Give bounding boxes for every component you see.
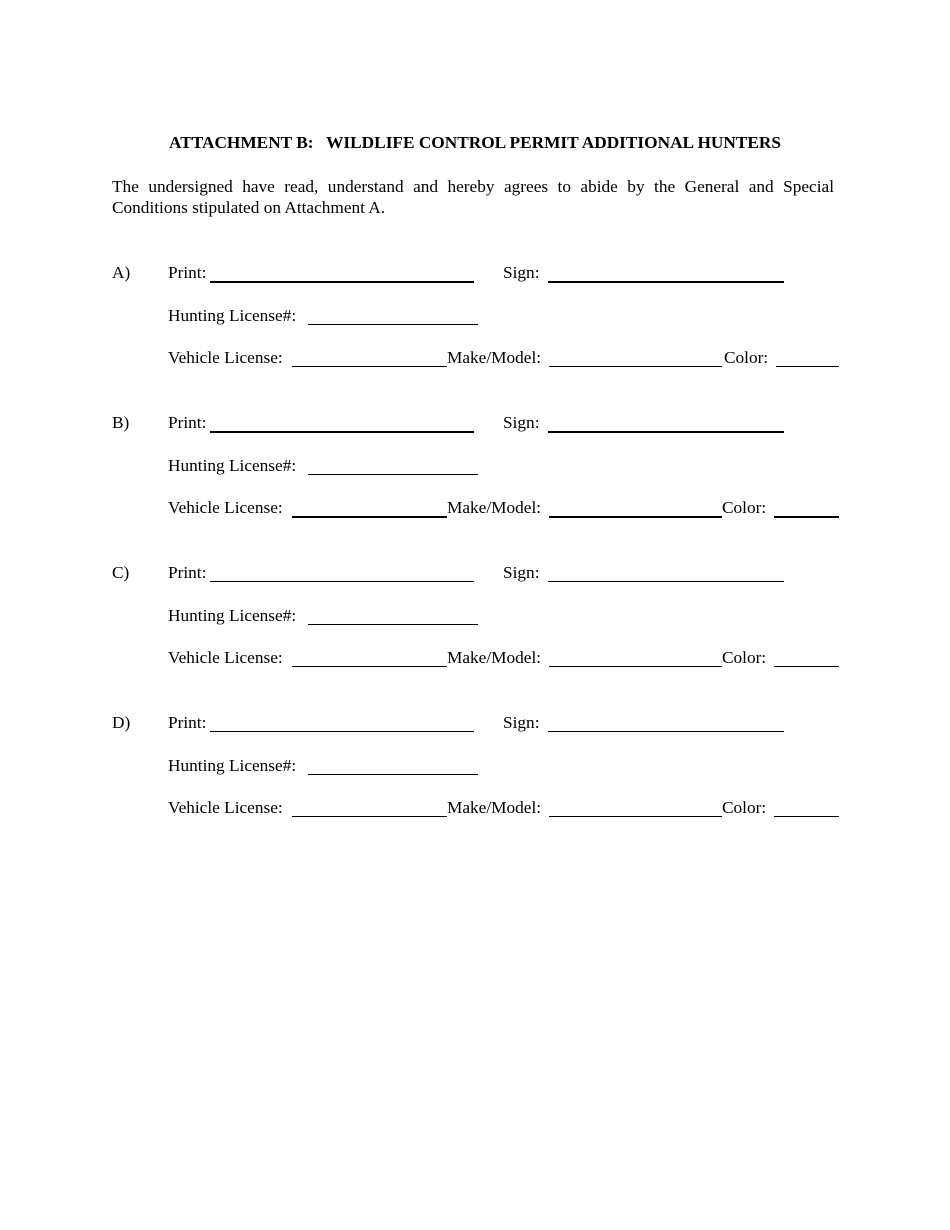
vehicle-license-field[interactable] (292, 666, 447, 667)
vehicle-license-field[interactable] (292, 816, 447, 817)
color-field[interactable] (774, 516, 839, 518)
color-label: Color: (724, 348, 769, 367)
print-field[interactable] (210, 431, 474, 433)
entry-letter: A) (112, 263, 131, 282)
name-row (168, 712, 868, 734)
hunting-license-label: Hunting License#: (168, 606, 297, 625)
vehicle-license-label: Vehicle License: (168, 498, 283, 517)
hunting-license-field[interactable] (308, 324, 478, 325)
make-model-label: Make/Model: (447, 798, 542, 817)
color-field[interactable] (776, 366, 839, 367)
vehicle-row (168, 497, 868, 519)
make-model-field[interactable] (549, 516, 722, 518)
hunting-license-row (168, 755, 868, 777)
make-model-field[interactable] (549, 666, 722, 667)
intro-paragraph: The undersigned have read, understand and hereby agrees to abide by the General and Special Conditions stipulated on Attachment A. (112, 177, 834, 217)
sign-label: Sign: (503, 713, 540, 732)
name-row (168, 412, 868, 434)
print-label: Print: (168, 713, 207, 732)
form-title: ATTACHMENT B: WILDLIFE CONTROL PERMIT ADDITIONAL HUNTERS (169, 133, 781, 152)
vehicle-license-field[interactable] (292, 516, 447, 518)
sign-field[interactable] (548, 431, 784, 433)
hunter-entry-d (0, 712, 950, 822)
hunting-license-label: Hunting License#: (168, 456, 297, 475)
print-field[interactable] (210, 281, 474, 283)
color-label: Color: (722, 798, 767, 817)
print-label: Print: (168, 413, 207, 432)
sign-label: Sign: (503, 263, 540, 282)
color-label: Color: (722, 498, 767, 517)
hunting-license-row (168, 455, 868, 477)
make-model-field[interactable] (549, 366, 722, 367)
print-label: Print: (168, 563, 207, 582)
sign-field[interactable] (548, 281, 784, 283)
name-row (168, 262, 868, 284)
entry-letter: B) (112, 413, 130, 432)
hunter-entry-b (0, 412, 950, 522)
sign-label: Sign: (503, 413, 540, 432)
color-label: Color: (722, 648, 767, 667)
sign-label: Sign: (503, 563, 540, 582)
make-model-label: Make/Model: (447, 648, 542, 667)
vehicle-row (168, 347, 868, 369)
sign-field[interactable] (548, 581, 784, 582)
vehicle-license-field[interactable] (292, 366, 447, 367)
vehicle-license-label: Vehicle License: (168, 798, 283, 817)
make-model-label: Make/Model: (447, 348, 542, 367)
print-field[interactable] (210, 581, 474, 582)
hunting-license-label: Hunting License#: (168, 306, 297, 325)
hunting-license-field[interactable] (308, 624, 478, 625)
entry-letter: D) (112, 713, 131, 732)
hunting-license-label: Hunting License#: (168, 756, 297, 775)
color-field[interactable] (774, 816, 839, 817)
hunting-license-row (168, 605, 868, 627)
vehicle-license-label: Vehicle License: (168, 648, 283, 667)
hunting-license-field[interactable] (308, 474, 478, 475)
hunter-entry-c (0, 562, 950, 672)
entry-letter: C) (112, 563, 130, 582)
make-model-label: Make/Model: (447, 498, 542, 517)
vehicle-license-label: Vehicle License: (168, 348, 283, 367)
hunting-license-field[interactable] (308, 774, 478, 775)
vehicle-row (168, 797, 868, 819)
vehicle-row (168, 647, 868, 669)
sign-field[interactable] (548, 731, 784, 732)
print-field[interactable] (210, 731, 474, 732)
name-row (168, 562, 868, 584)
hunter-entry-a (0, 262, 950, 372)
make-model-field[interactable] (549, 816, 722, 817)
hunting-license-row (168, 305, 868, 327)
color-field[interactable] (774, 666, 839, 667)
print-label: Print: (168, 263, 207, 282)
